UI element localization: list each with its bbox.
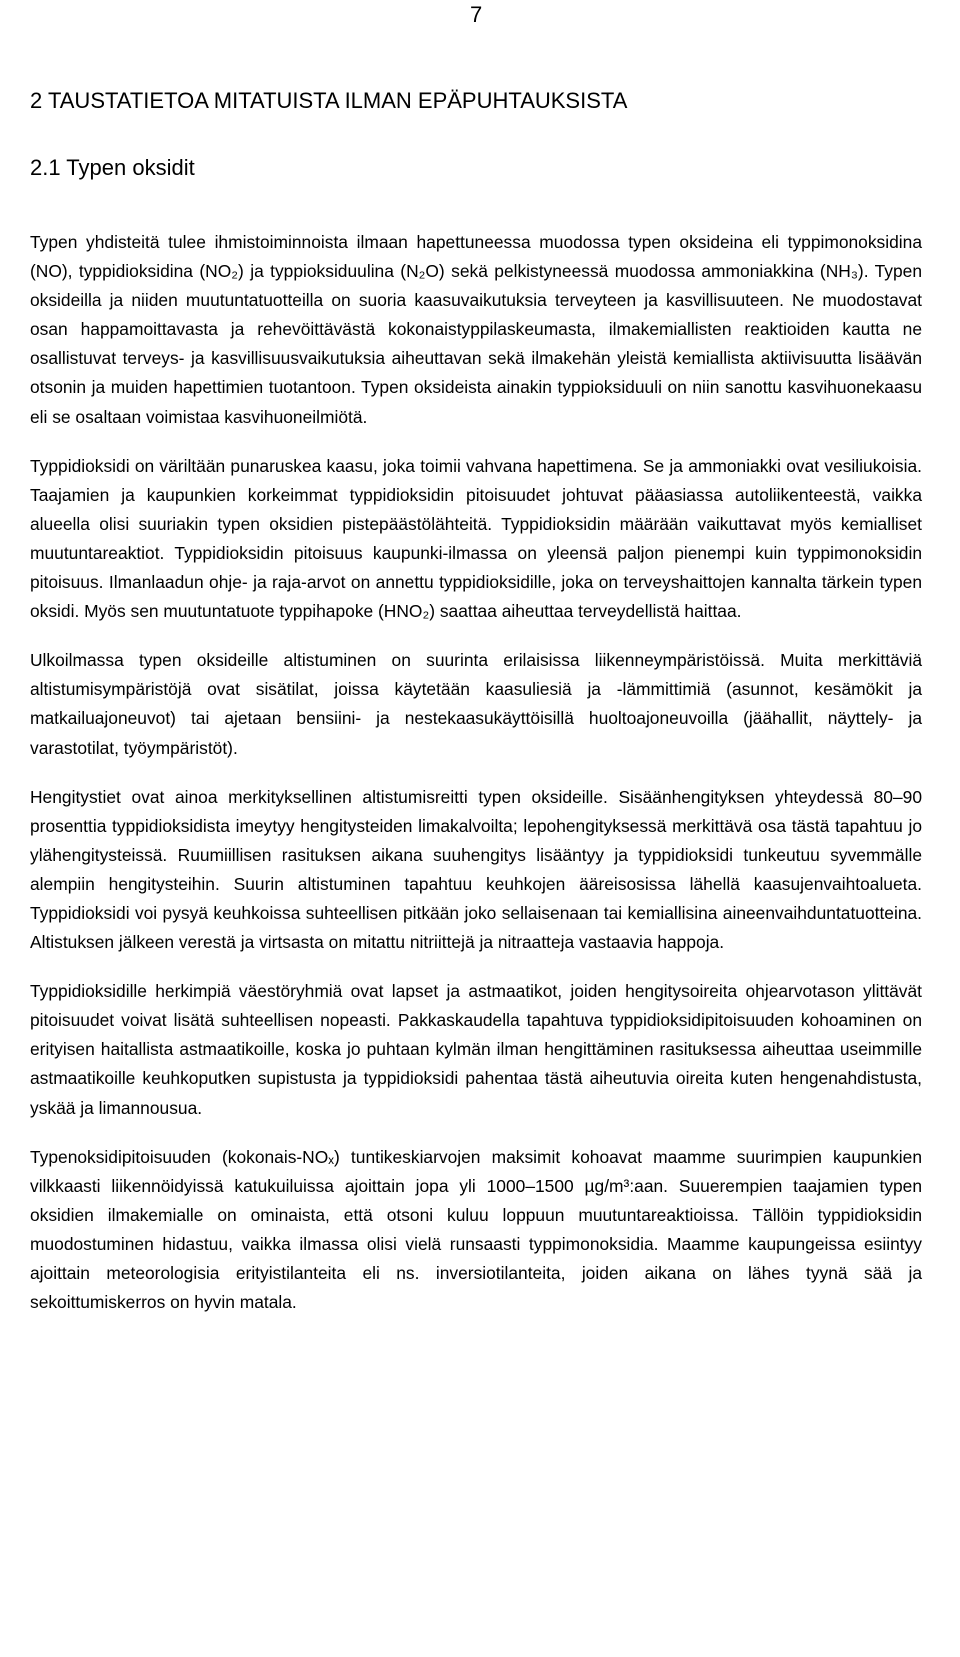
body-text [30,228,922,1317]
paragraph-sensitive-groups: Typpidioksidille herkimpiä väestöryhmiä ovat lapset ja astmaatikot, joiden hengitysoireita ohjearvotason ylittävät pitoisuudet voivat lisätä suhteellisen nopeasti. Pakkaskaudella tapahtuva typpidioksidipitoisuuden kohoaminen on erityisen haitallista astmaatikoille, koska jo puhtaan kylmän ilman hengittäminen rasituksessa aiheuttaa useimmille astmaatikoille keuhkoputken supistusta ja typpidioksidi pahentaa tästä aiheutuvia oireita kuten hengenahdistusta, yskää ja limannousua. [30,981,922,1118]
page-number: 7 [470,2,483,27]
paragraph-respiratory-pathway: Hengitystiet ovat ainoa merkityksellinen altistumisreitti typen oksideille. Sisäänhengityksen yhteydessä 80–90 prosenttia typpidioksidista imeytyy hengitysteiden limakalvoilta; lepohengityksessä merkittävä osa tästä tapahtuu jo ylähengitysteissä. Ruumiillisen rasituksen aikana suuhengitys lisääntyy ja typpidioksidi tunkeutuu syvemmälle alempiin hengitysteihin. Suurin altistuminen tapahtuu keuhkojen ääreisosissa lähellä kaasujenvaihtoalueta. Typpidioksidi voi pysyä keuhkoissa suhteellisen pitkään joko sellaisenaan tai kemiallisina aineenvaihduntatuotteina. Altistuksen jälkeen verestä ja virtsasta on mitattu nitriittejä ja nitraatteja vastaavia happoja. [30,786,922,953]
subsection-heading: 2.1 Typen oksidit [30,155,195,180]
section-heading: 2 TAUSTATIETOA MITATUISTA ILMAN EPÄPUHTAUKSISTA [30,88,628,113]
paragraph-nitrogen-dioxide: Typpidioksidi on väriltään punaruskea kaasu, joka toimii vahvana hapettimena. Se ja ammoniakki ovat vesiliukoisia. Taajamien ja kaupunkien korkeimmat typpidioksidin pitoisuudet johtuvat pääasiassa autoliikenteestä, vaikka alueella olisi suuriakin typen oksidien pistepäästölähteitä. Typpidioksidin määrään vaikuttavat myös kemialliset muutuntareaktiot. Typpidioksidin pitoisuus kaupunki-ilmassa on yleensä paljon pienempi kuin typpimonoksidin pitoisuus. Ilmanlaadun ohje- ja raja-arvot on annettu typpidioksidille, joka on terveyshaittojen kannalta tärkein typen oksidi. Myös sen muutuntatuote typpihapoke (HNO₂) saattaa aiheuttaa terveydellistä haittaa. [30,455,922,622]
paragraph-nitrogen-compounds: Typen yhdisteitä tulee ihmistoiminnoista ilmaan hapettuneessa muodossa typen oksideina eli typpimonoksidina (NO), typpidioksidina (NO₂) ja typpioksiduulina (N₂O) sekä pelkistyneessä muodossa ammoniakkina (NH₃). Typen oksideilla ja niiden muutuntatuotteilla on suoria kaasuvaikutuksia terveyteen ja kasvillisuuteen. Ne muodostavat osan happamoittavasta ja rehevöittävästä kokonaistyppilaskeumasta, ilmakemiallisten reaktioiden kautta ne osallistuvat terveys- ja kasvillisuusvaikutuksia aiheuttavan sekä ilmakehän yleistä kemiallista aktiivisuutta lisäävän otsonin ja muiden hapettimien tuotantoon. Typen oksideista ainakin typpioksiduuli on niin sanottu kasvihuonekaasu eli se osaltaan voimistaa kasvihuoneilmiötä. [30,232,922,427]
paragraph-exposure-environments: Ulkoilmassa typen oksideille altistuminen on suurinta erilaisissa liikenneympäristöissä. Muita merkittäviä altistumisympäristöjä ovat sisätilat, joissa käytetään kaasuliesiä ja -lämmittimiä (asunnot, kesämökit ja matkailuajoneuvot) tai ajetaan bensiini- ja nestekaasukäyttöisillä huoltoajoneuvoilla (jäähallit, näyttely- ja varastotilat, työympäristöt). [30,650,922,758]
paragraph-concentrations: Typenoksidipitoisuuden (kokonais-NOₓ) tuntikeskiarvojen maksimit kohoavat maamme suurimpien kaupunkien vilkkaasti liikennöidyissä katukuiluissa ajoittain jopa yli 1000–1500 µg/m³:aan. Suuerempien taajamien typen oksidien ilmakemialle on ominaista, että otsoni kuluu loppuun muutuntareaktioissa. Tällöin typpidioksidin muodostuminen hidastuu, vaikka ilmassa olisi vielä runsaasti typpimonoksidia. Maamme kaupungeissa esiintyy ajoittain meteorologisia erityistilanteita eli ns. inversiotilanteita, joiden aikana on lähes tyynä sää ja sekoittumiskerros on hyvin matala. [30,1146,922,1313]
